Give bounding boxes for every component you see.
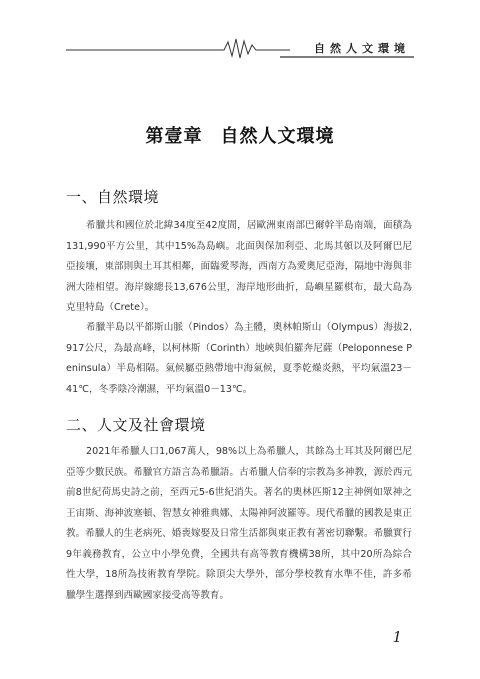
section-title-society: 二、人文及社會環境 [66,416,206,434]
running-header [0,36,480,60]
chapter-name: 自然人文環境 [220,126,335,147]
header-label: 自然人文環境 [314,42,410,55]
paragraph-population: 2021年希臘人口1,067萬人，98%以上為希臘人，其餘為土耳其及阿爾巴尼亞等少數民族。希臘官方語言為希臘語。古希臘人信奉的宗教為多神教，源於西元前8世紀荷馬史詩之前，至西元5-6世紀消失。著名的奧林匹斯12主神例如眾神之王宙斯、海神波塞頓、智慧女神雅典娜、太陽神阿波羅等。現代希臘的國教是東正教。希臘人的生老病死、婚喪嫁娶及日常生活都與東正教有著密切聯繫。希臘實行9年義務教育，公立中小學免費，全國共有高等教育機構38所，其中20所為綜合性大學，18所為技術教育學院。除頂尖大學外，部分學校教育水準不佳，許多希臘學生選擇到西歐國家接受高等教育。 [66,446,412,601]
page-number: 1 [392,628,402,646]
paragraph-geography: 希臘共和國位於北緯34度至42度間，居歐洲東南部巴爾幹半島南端，面積為131,990平方公里，其中15%為島嶼。北面與保加利亞、北馬其頓以及阿爾巴尼亞接壤，東部則與土耳其相鄰，面臨愛琴海，西南方為愛奧尼亞海，隔地中海與非洲大陸相望。海岸線總長13,676公里，海岸地形曲折，島嶼星羅棋布，最大島為克里特島（Crete）。 [66,220,412,313]
chapter-number: 第壹章 [145,126,203,147]
paragraph-terrain-climate: 希臘半島以平都斯山脈（Pindos）為主體，奧林帕斯山（Olympus）海拔2,917公尺，為最高峰，以柯林斯（Corinth）地峽與伯羅奔尼薩（Peloponnese Peninsula）半島相隔。氣候屬亞熱帶地中海氣候，夏季乾燥炎熱，平均氣溫23－41℃，冬季陰冷潮濕，平均氣溫0－13℃。 [66,322,412,395]
section-title-natural: 一、自然環境 [66,188,160,206]
chapter-title [0,122,480,148]
